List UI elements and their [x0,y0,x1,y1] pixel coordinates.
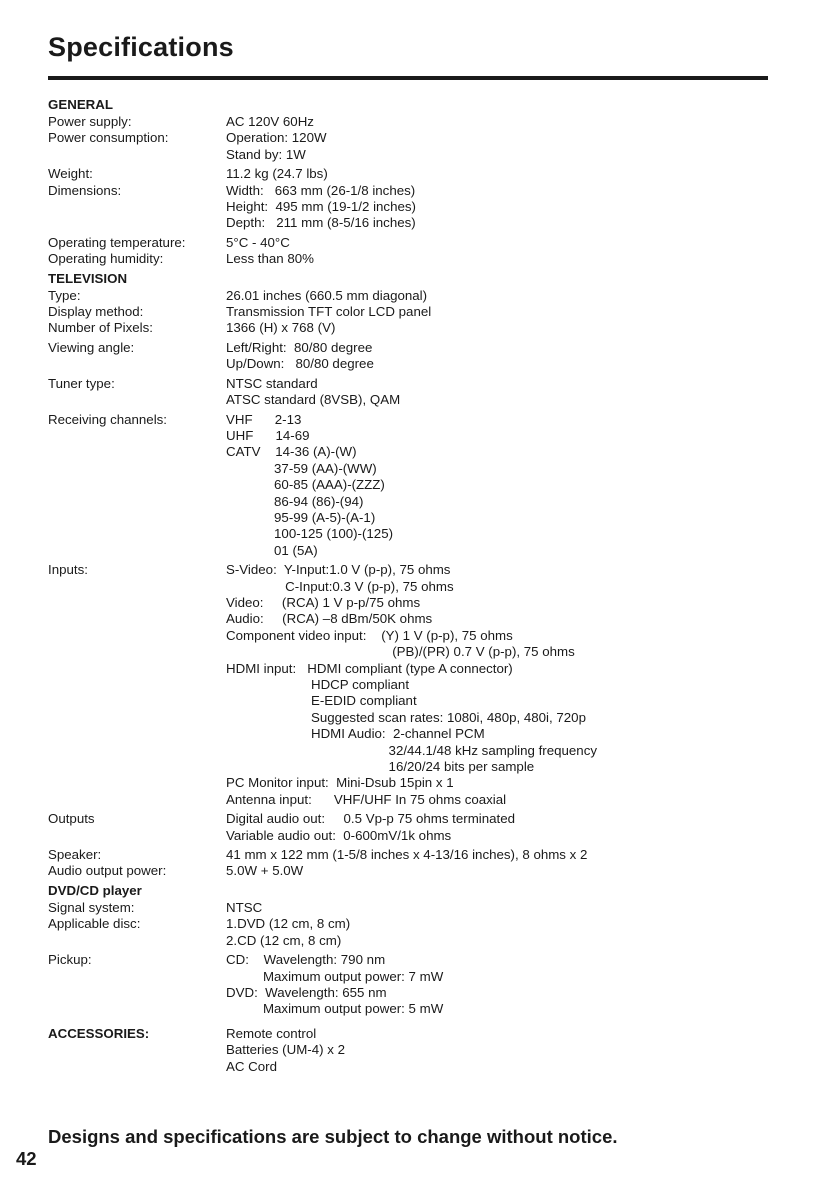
spec-value-line: Maximum output power: 7 mW [226,968,444,984]
spec-value-line: UHF 14-69 [226,427,310,443]
spec-value-line: (PB)/(PR) 0.7 V (p-p), 75 ohms [226,644,575,660]
spec-value [226,811,778,844]
spec-value-line: Digital audio out: 0.5 Vp-p 75 ohms terminated [226,811,515,827]
spec-value-line: Component video input: (Y) 1 V (p-p), 75 ohms [226,627,513,643]
spec-value-line: Transmission TFT color LCD panel [226,304,432,320]
section-heading: GENERAL [48,97,114,112]
spec-label: Speaker: [48,847,102,863]
title-rule [48,76,768,80]
spec-row [48,114,778,130]
spec-value [226,288,778,304]
spec-row [48,952,778,1018]
spec-value-line: 86-94 (86)-(94) [226,493,364,509]
spec-value-line: Remote control [226,1025,317,1041]
spec-value-line: AC Cord [226,1058,277,1074]
spec-label: Audio output power: [48,863,167,879]
spec-value-line: NTSC [226,899,263,915]
spec-value-line: 100-125 (100)-(125) [226,526,394,542]
spec-value-line: AC 120V 60Hz [226,114,314,129]
spec-label: Signal system: [48,899,135,915]
spec-value [226,251,778,267]
spec-value [226,183,778,232]
spec-row [48,166,778,182]
spec-value-line: HDCP compliant [226,677,410,692]
section-heading: TELEVISION [48,270,128,286]
spec-value-line: NTSC standard [226,375,318,391]
spec-value-line: Batteries (UM-4) x 2 [226,1042,345,1058]
spec-value [226,847,778,863]
spec-value [226,952,778,1018]
spec-row [48,562,778,808]
spec-label: Outputs [48,811,95,827]
spec-value-line: CD: Wavelength: 790 nm [226,952,386,968]
spec-row [48,376,778,409]
spec-value-line: 37-59 (AA)-(WW) [226,460,377,476]
spec-value-line: CATV 14-36 (A)-(W) [226,444,357,460]
spec-value-line: DVD: Wavelength: 655 nm [226,984,387,1000]
spec-value [226,916,778,949]
spec-label: Tuner type: [48,375,115,391]
spec-value [226,340,778,373]
spec-row [48,130,778,163]
spec-value-line: HDMI input: HDMI compliant (type A connector) [226,660,513,676]
spec-value-line: Video: (RCA) 1 V p-p/75 ohms [226,594,421,610]
specifications-list [48,96,778,1075]
section-heading: DVD/CD player [48,882,142,898]
spec-value-line: Antenna input: VHF/UHF In 75 ohms coaxial [226,791,507,807]
spec-row [48,900,778,916]
spec-value-line: 5°C - 40°C [226,234,290,250]
spec-row [48,811,778,844]
spec-label: Operating humidity: [48,251,164,267]
spec-value [226,900,778,916]
spec-value-line: Audio: (RCA) –8 dBm/50K ohms [226,611,433,627]
spec-row [48,847,778,863]
spec-label: Weight: [48,166,93,182]
spec-value-line: Left/Right: 80/80 degree [226,339,373,355]
spec-label: Receiving channels: [48,411,168,427]
spec-label: Display method: [48,304,144,320]
spec-row [48,916,778,949]
spec-value-line: Stand by: 1W [226,146,306,162]
spec-value [226,304,778,320]
spec-value [226,130,778,163]
spec-row [48,235,778,251]
spec-value-line: PC Monitor input: Mini-Dsub 15pin x 1 [226,775,454,791]
spec-value-line: Up/Down: 80/80 degree [226,356,374,372]
spec-label: Applicable disc: [48,916,141,932]
spec-row [48,288,778,304]
spec-value-line: 2.CD (12 cm, 8 cm) [226,932,342,948]
spec-label: Inputs: [48,562,88,578]
spec-value [226,376,778,409]
spec-row [48,304,778,320]
spec-value-line: 1.DVD (12 cm, 8 cm) [226,916,351,932]
spec-value-line: Height: 495 mm (19-1/2 inches) [226,199,416,215]
spec-value-line: HDMI Audio: 2-channel PCM [226,726,485,742]
spec-value-line: 60-85 (AAA)-(ZZZ) [226,477,385,493]
spec-value [226,166,778,182]
spec-value [226,562,778,808]
page-number: 42 [16,1148,37,1169]
spec-label: Power consumption: [48,130,169,146]
spec-row [48,863,778,879]
spec-value-line: 32/44.1/48 kHz sampling frequency [226,742,597,758]
spec-value-line: 41 mm x 122 mm (1-5/8 inches x 4-13/16 inches), 8 ohms x 2 [226,847,588,863]
spec-value-line: Variable audio out: 0-600mV/1k ohms [226,827,452,843]
spec-value [226,235,778,251]
spec-value-line: 01 (5A) [226,542,318,558]
spec-value-line: 16/20/24 bits per sample [226,759,535,775]
spec-value-line: Width: 663 mm (26-1/8 inches) [226,182,416,198]
spec-row [48,183,778,232]
spec-value-line: 1366 (H) x 768 (V) [226,320,336,336]
spec-value-line: Suggested scan rates: 1080i, 480p, 480i, 720p [226,709,586,725]
spec-value [226,412,778,560]
spec-value-line: S-Video: Y-Input:1.0 V (p-p), 75 ohms [226,562,451,578]
spec-value [226,320,778,336]
spec-value-line: 26.01 inches (660.5 mm diagonal) [226,287,428,303]
spec-value [226,114,778,130]
spec-value-line: Less than 80% [226,251,314,267]
spec-value-line: C-Input:0.3 V (p-p), 75 ohms [226,578,454,594]
spec-label: Operating temperature: [48,234,186,250]
spec-value-line: ATSC standard (8VSB), QAM [226,392,401,408]
spec-value-line: 11.2 kg (24.7 lbs) [226,166,328,182]
spec-label: Viewing angle: [48,339,135,355]
spec-row [48,320,778,336]
spec-value-line: 5.0W + 5.0W [226,863,304,879]
spec-value-line: Operation: 120W [226,130,327,146]
spec-label: ACCESSORIES: [48,1025,150,1041]
spec-label: Number of Pixels: [48,320,153,336]
spec-value-line: VHF 2-13 [226,411,302,427]
page-title: Specifications [48,32,234,62]
spec-row [48,1026,778,1075]
spec-value-line: 95-99 (A-5)-(A-1) [226,509,376,525]
spec-row [48,340,778,373]
spec-row [48,412,778,560]
spec-value [226,1026,778,1075]
disclaimer-note: Designs and specifications are subject to change without notice. [48,1126,618,1147]
spec-value-line: E-EDID compliant [226,693,417,709]
spec-label: Pickup: [48,952,92,968]
spec-value [226,863,778,879]
spec-value-line: Depth: 211 mm (8-5/16 inches) [226,215,416,231]
spec-row [48,251,778,267]
spec-label: Dimensions: [48,182,122,198]
spec-label: Power supply: [48,114,132,129]
spec-value-line: Maximum output power: 5 mW [226,1001,444,1017]
spec-label: Type: [48,287,81,303]
